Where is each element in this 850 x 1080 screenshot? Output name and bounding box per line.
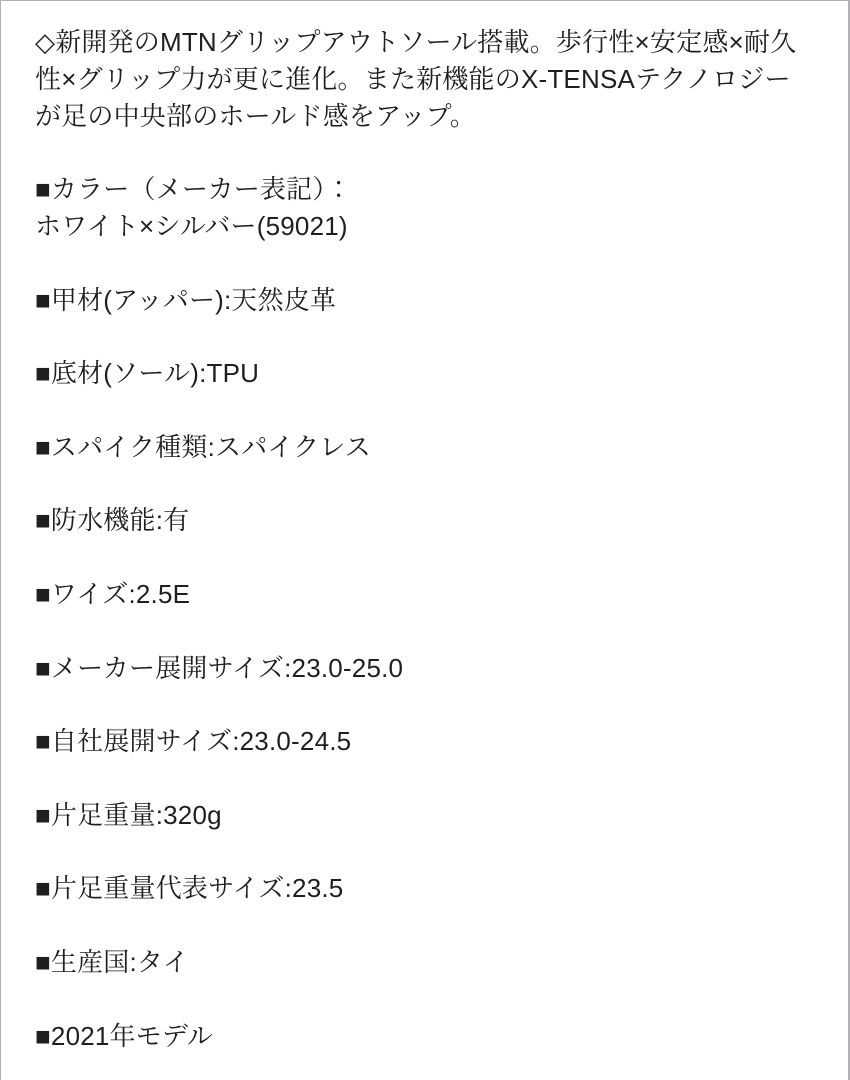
spec-color [35, 171, 815, 245]
spec-maker-size-range: ■メーカー展開サイズ:23.0-25.0 [35, 652, 404, 683]
spec-waterproof: ■防水機能:有 [35, 505, 190, 536]
spec-sole-material: ■底材(ソール):TPU [35, 358, 260, 389]
spec-spike-type: ■スパイク種類:スパイクレス [35, 431, 371, 462]
spec-color-label: ■カラー（メーカー表記）： [35, 174, 352, 205]
spec-weight: ■片足重量:320g [35, 799, 222, 830]
spec-upper-material: ■甲材(アッパー):天然皮革 [35, 284, 337, 315]
spec-color-value: ホワイト×シルバー(59021) [35, 210, 348, 241]
spec-width: ■ワイズ:2.5E [35, 578, 191, 609]
spec-own-size-range: ■自社展開サイズ:23.0-24.5 [35, 726, 352, 757]
spec-model-year: ■2021年モデル [35, 1020, 214, 1051]
spec-country-of-origin: ■生産国:タイ [35, 946, 189, 977]
product-description: ◇新開発のMTNグリップアウトソール搭載。歩行性×安定感×耐久性×グリップ力が更に進化。また新機能のX-TENSAテクノロジーが足の中央部のホールド感をアップ。 [35, 27, 797, 131]
spec-weight-reference-size: ■片足重量代表サイズ:23.5 [35, 873, 344, 904]
